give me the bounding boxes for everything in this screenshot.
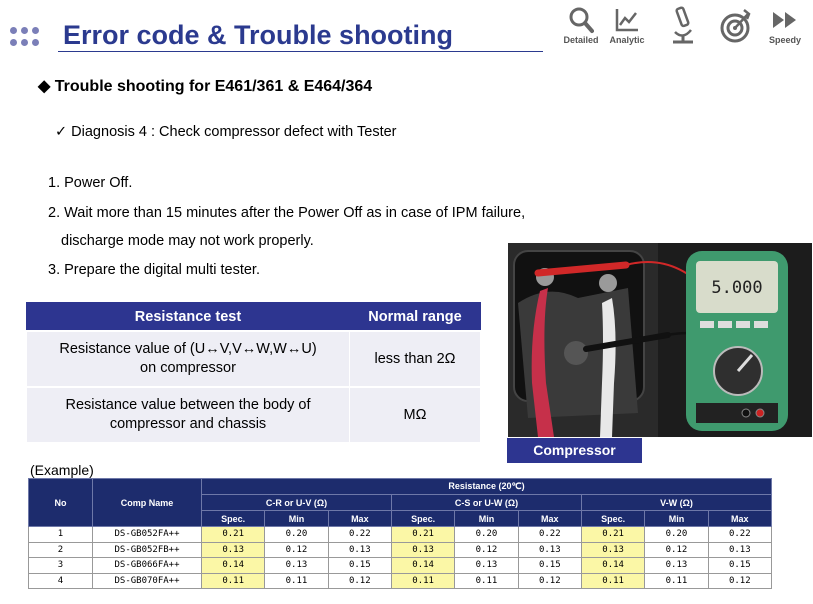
- nav-icon-bar: [556, 6, 810, 52]
- normal-range-value: less than 2Ω: [350, 331, 481, 387]
- nav-microscope[interactable]: [658, 6, 708, 46]
- target-icon: [719, 6, 753, 46]
- test-line: compressor and chassis: [109, 416, 267, 432]
- normal-range-value: MΩ: [350, 387, 481, 443]
- spec-cell: 0.13: [391, 542, 454, 558]
- min-cell: 0.13: [455, 558, 518, 574]
- group-vw-header: V-W (Ω): [581, 495, 771, 511]
- section-title: ◆ Trouble shooting for E461/361 & E464/364: [38, 78, 373, 95]
- spec-cell: 0.13: [202, 542, 265, 558]
- table-row: [29, 527, 772, 543]
- spec-cell: 0.21: [581, 527, 644, 543]
- spec-cell: 0.21: [391, 527, 454, 543]
- row-number: 1: [29, 527, 93, 543]
- nav-label: Detailed: [563, 35, 599, 45]
- min-cell: 0.11: [265, 573, 328, 589]
- compressor-tester-photo: [508, 243, 812, 437]
- microscope-icon: [669, 6, 697, 46]
- spec-cell: 0.14: [391, 558, 454, 574]
- nav-label: Speedy: [768, 35, 801, 45]
- table-row: [29, 542, 772, 558]
- max-cell: 0.13: [708, 542, 771, 558]
- nav-target[interactable]: [711, 6, 761, 46]
- max-cell: 0.15: [708, 558, 771, 574]
- max-cell: 0.13: [518, 542, 581, 558]
- logo-dots: [10, 27, 50, 51]
- comp-name-cell: DS-GB066FA++: [93, 558, 202, 574]
- magnifier-icon: [568, 6, 594, 34]
- header-resistance-test: Resistance test: [27, 303, 350, 332]
- sub-header-spec: Spec.: [581, 511, 644, 527]
- example-label: (Example): [30, 462, 94, 478]
- max-cell: 0.22: [708, 527, 771, 543]
- compressor-tester-illustration: [508, 243, 812, 437]
- min-cell: 0.13: [265, 558, 328, 574]
- fast-forward-icon: [770, 6, 800, 34]
- test-line: Resistance value between the body of: [65, 397, 311, 413]
- line-chart-icon: [614, 6, 640, 34]
- step-1: 1. Power Off.: [48, 175, 133, 191]
- min-cell: 0.12: [265, 542, 328, 558]
- test-description: [27, 331, 350, 387]
- resistance-table: [26, 302, 481, 443]
- max-cell: 0.13: [328, 542, 391, 558]
- step-2-continued: discharge mode may not work properly.: [61, 233, 314, 249]
- resistance-group-header: Resistance (20℃): [202, 479, 772, 495]
- sub-header-max: Max: [328, 511, 391, 527]
- step-3: 3. Prepare the digital multi tester.: [48, 262, 260, 278]
- spec-cell: 0.14: [202, 558, 265, 574]
- nav-detailed[interactable]: [556, 6, 606, 45]
- spec-cell: 0.21: [202, 527, 265, 543]
- diagnosis-line: ✓ Diagnosis 4 : Check compressor defect with Tester: [55, 124, 397, 140]
- max-cell: 0.15: [328, 558, 391, 574]
- test-line: Resistance value of (U↔V,V↔W,W↔U): [59, 341, 317, 357]
- compressor-caption: Compressor: [507, 438, 642, 463]
- max-cell: 0.12: [708, 573, 771, 589]
- max-cell: 0.22: [518, 527, 581, 543]
- min-cell: 0.12: [645, 542, 708, 558]
- nav-analytic[interactable]: [602, 6, 652, 45]
- comp-name-cell: DS-GB052FB++: [93, 542, 202, 558]
- max-cell: 0.15: [518, 558, 581, 574]
- col-comp-name-header: Comp Name: [93, 479, 202, 527]
- max-cell: 0.12: [328, 573, 391, 589]
- min-cell: 0.20: [455, 527, 518, 543]
- max-cell: 0.12: [518, 573, 581, 589]
- table-row: [27, 331, 481, 387]
- spec-cell: 0.13: [581, 542, 644, 558]
- sub-header-spec: Spec.: [391, 511, 454, 527]
- min-cell: 0.20: [645, 527, 708, 543]
- table-row: [29, 558, 772, 574]
- row-number: 4: [29, 573, 93, 589]
- min-cell: 0.11: [645, 573, 708, 589]
- comp-name-cell: DS-GB070FA++: [93, 573, 202, 589]
- max-cell: 0.22: [328, 527, 391, 543]
- example-resistance-table: [28, 478, 772, 589]
- group-cr-uv-header: C-R or U-V (Ω): [202, 495, 392, 511]
- min-cell: 0.12: [455, 542, 518, 558]
- sub-header-spec: Spec.: [202, 511, 265, 527]
- meter-display: 5.000: [711, 278, 763, 298]
- comp-name-cell: DS-GB052FA++: [93, 527, 202, 543]
- step-2: 2. Wait more than 15 minutes after the Power Off as in case of IPM failure,: [48, 205, 526, 221]
- sub-header-min: Min: [455, 511, 518, 527]
- example-table-body: [29, 527, 772, 589]
- spec-cell: 0.11: [391, 573, 454, 589]
- table-row: [29, 573, 772, 589]
- header-normal-range: Normal range: [350, 303, 481, 332]
- test-description: [27, 387, 350, 443]
- page-title: Error code & Trouble shooting: [63, 20, 454, 50]
- row-number: 2: [29, 542, 93, 558]
- nav-label: Analytic: [609, 35, 645, 45]
- spec-cell: 0.11: [202, 573, 265, 589]
- table-row: [27, 387, 481, 443]
- spec-cell: 0.14: [581, 558, 644, 574]
- title-underline: [58, 51, 543, 52]
- spec-cell: 0.11: [581, 573, 644, 589]
- test-line: on compressor: [140, 360, 236, 376]
- row-number: 3: [29, 558, 93, 574]
- sub-header-max: Max: [518, 511, 581, 527]
- col-no-header: No: [29, 479, 93, 527]
- min-cell: 0.20: [265, 527, 328, 543]
- nav-speedy[interactable]: [760, 6, 810, 45]
- min-cell: 0.11: [455, 573, 518, 589]
- sub-header-min: Min: [265, 511, 328, 527]
- min-cell: 0.13: [645, 558, 708, 574]
- group-cs-uw-header: C-S or U-W (Ω): [391, 495, 581, 511]
- sub-header-max: Max: [708, 511, 771, 527]
- sub-header-min: Min: [645, 511, 708, 527]
